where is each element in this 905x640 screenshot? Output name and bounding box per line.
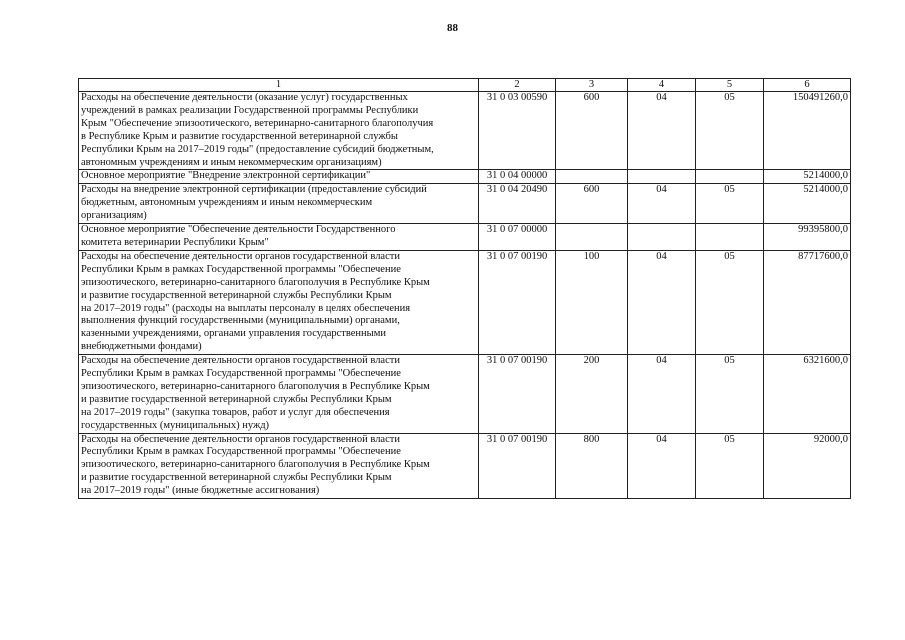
amount-cell: 6321600,0 [764, 355, 851, 433]
subsection-cell: 05 [696, 184, 764, 224]
subsection-cell: 05 [696, 92, 764, 170]
budget-code-cell: 31 0 07 00190 [479, 355, 556, 433]
section-cell: 04 [628, 355, 696, 433]
row-description [79, 224, 479, 251]
table-row [79, 250, 851, 354]
description-line: Основное мероприятие "Внедрение электронной сертификации" [81, 170, 371, 182]
amount-cell: 92000,0 [764, 433, 851, 499]
amount-cell: 5214000,0 [764, 170, 851, 184]
expense-type-cell: 200 [556, 355, 628, 433]
subsection-cell [696, 224, 764, 251]
section-cell [628, 224, 696, 251]
description-line: Расходы на обеспечение деятельности органов государственной власти [81, 250, 400, 262]
column-header-6: 6 [764, 79, 851, 92]
description-line: учреждений в рамках реализации Государственной программы Республики [81, 104, 419, 116]
expense-type-cell: 600 [556, 184, 628, 224]
description-line: Расходы на внедрение электронной сертификации (предоставление субсидий [81, 184, 427, 196]
budget-code-cell: 31 0 04 20490 [479, 184, 556, 224]
subsection-cell [696, 170, 764, 184]
description-line: и развитие государственной ветеринарной службы Республики Крым [81, 393, 392, 405]
description-line: Расходы на обеспечение деятельности органов государственной власти [81, 433, 400, 445]
amount-cell: 87717600,0 [764, 250, 851, 354]
expense-type-cell [556, 170, 628, 184]
description-line: Республики Крым в рамках Государственной программы "Обеспечение [81, 446, 401, 458]
amount-cell: 5214000,0 [764, 184, 851, 224]
table-row [79, 355, 851, 433]
page-number: 88 [447, 22, 458, 34]
budget-code-cell: 31 0 07 00000 [479, 224, 556, 251]
description-line: внебюджетными фондами) [81, 341, 202, 353]
description-line: на 2017–2019 годы" (закупка товаров, работ и услуг для обеспечения [81, 406, 390, 418]
table-row [79, 433, 851, 499]
budget-code-cell: 31 0 03 00590 [479, 92, 556, 170]
row-description [79, 184, 479, 224]
description-line: организациям) [81, 210, 147, 222]
subsection-cell: 05 [696, 355, 764, 433]
budget-code-cell: 31 0 07 00190 [479, 433, 556, 499]
description-line: в Республике Крым и развитие государственной ветеринарной службы [81, 130, 398, 142]
description-line: Республики Крым на 2017–2019 годы" (предоставление субсидий бюджетным, [81, 143, 434, 155]
section-cell: 04 [628, 92, 696, 170]
expense-type-cell: 800 [556, 433, 628, 499]
description-line: Расходы на обеспечение деятельности органов государственной власти [81, 355, 400, 367]
section-cell [628, 170, 696, 184]
table-row [79, 92, 851, 170]
subsection-cell: 05 [696, 433, 764, 499]
description-line: на 2017–2019 годы" (иные бюджетные ассигнования) [81, 485, 320, 497]
column-header-2: 2 [479, 79, 556, 92]
column-header-3: 3 [556, 79, 628, 92]
row-description [79, 92, 479, 170]
description-line: на 2017–2019 годы" (расходы на выплаты персоналу в целях обеспечения [81, 302, 411, 314]
section-cell: 04 [628, 433, 696, 499]
description-line: и развитие государственной ветеринарной службы Республики Крым [81, 472, 392, 484]
expense-type-cell: 100 [556, 250, 628, 354]
description-line: Расходы на обеспечение деятельности (оказание услуг) государственных [81, 92, 408, 103]
description-line: выполнения функций государственными (муниципальными) органами, [81, 315, 400, 327]
description-line: эпизоотического, ветеринарно-санитарного благополучия в Республике Крым [81, 380, 430, 392]
description-line: и развитие государственной ветеринарной службы Республики Крым [81, 289, 392, 301]
row-description [79, 250, 479, 354]
description-line: Республики Крым в рамках Государственной программы "Обеспечение [81, 368, 401, 380]
description-line: бюджетным, автономным учреждениям и иным некоммерческим [81, 197, 373, 209]
table-row [79, 184, 851, 224]
table-header [79, 79, 851, 92]
row-description [79, 433, 479, 499]
column-header-5: 5 [696, 79, 764, 92]
section-cell: 04 [628, 184, 696, 224]
description-line: эпизоотического, ветеринарно-санитарного благополучия в Республике Крым [81, 459, 430, 471]
column-header-4: 4 [628, 79, 696, 92]
table-body [79, 92, 851, 499]
header-row [79, 79, 851, 92]
section-cell: 04 [628, 250, 696, 354]
budget-table [78, 78, 851, 499]
description-line: Крым "Обеспечение эпизоотического, ветеринарно-санитарного благополучия [81, 117, 434, 129]
amount-cell: 150491260,0 [764, 92, 851, 170]
column-header-1: 1 [79, 79, 479, 92]
description-line: Основное мероприятие "Обеспечение деятельности Государственного [81, 224, 396, 236]
description-line: эпизоотического, ветеринарно-санитарного благополучия в Республике Крым [81, 276, 430, 288]
expense-type-cell [556, 224, 628, 251]
table-row [79, 170, 851, 184]
row-description [79, 355, 479, 433]
description-line: государственных (муниципальных) нужд) [81, 419, 270, 431]
budget-code-cell: 31 0 04 00000 [479, 170, 556, 184]
subsection-cell: 05 [696, 250, 764, 354]
description-line: комитета ветеринарии Республики Крым" [81, 236, 269, 248]
description-line: автономным учреждениям и иным некоммерческим организациям) [81, 156, 382, 168]
row-description [79, 170, 479, 184]
table-row [79, 224, 851, 251]
description-line: Республики Крым в рамках Государственной программы "Обеспечение [81, 263, 401, 275]
expense-type-cell: 600 [556, 92, 628, 170]
budget-code-cell: 31 0 07 00190 [479, 250, 556, 354]
description-line: казенными учреждениями, органами управления государственными [81, 328, 386, 340]
amount-cell: 99395800,0 [764, 224, 851, 251]
